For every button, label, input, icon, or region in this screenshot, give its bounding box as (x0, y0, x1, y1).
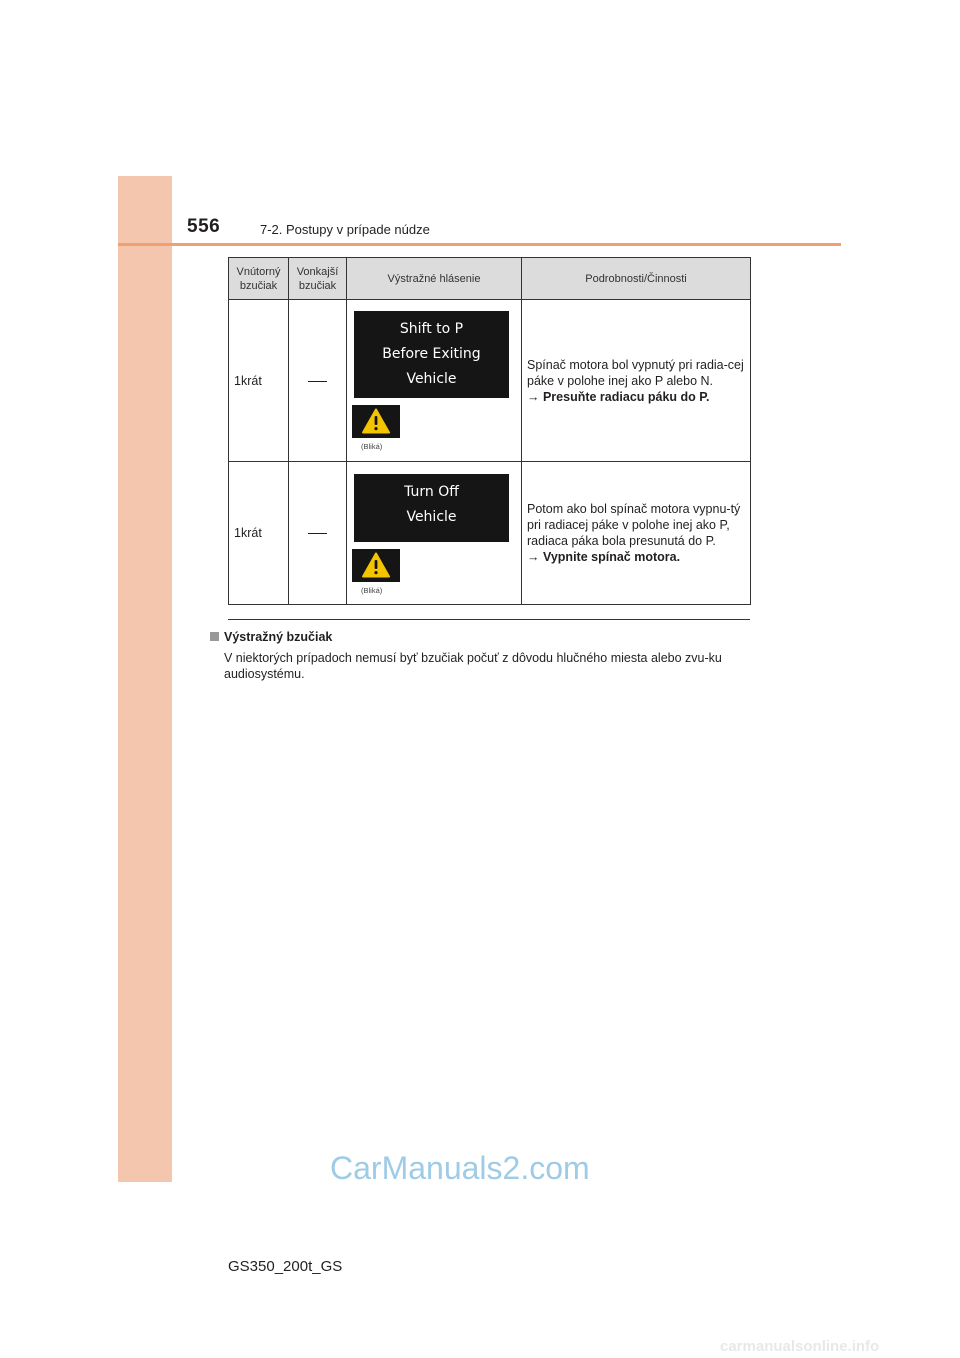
message-line: Vehicle (406, 509, 457, 525)
col-internal-buzzer: Vnútorný bzučiak (229, 258, 289, 300)
watermark: CarManuals2.com (330, 1150, 590, 1186)
note-title: Výstražný bzučiak (224, 630, 333, 644)
col-details: Podrobnosti/Činnosti (522, 258, 751, 300)
action-text: → Presuňte radiacu páku do P. (527, 389, 710, 404)
warning-triangle-icon (362, 408, 390, 434)
warning-message-cell (347, 300, 522, 462)
note-body: V niektorých prípadoch nemusí byť bzučiak počuť z dôvodu hlučného miesta alebo zvu-ku audiosystému. (224, 651, 722, 681)
table-row (229, 300, 751, 462)
details-text: Potom ako bol spínač motora vypnu-tý pri radiacej páke v polohe inej ako P, radiaca páka bola presunutá do P. (527, 502, 741, 548)
warning-table (228, 257, 751, 605)
message-line: Vehicle (406, 371, 457, 387)
col-warning-message: Výstražné hlásenie (347, 258, 522, 300)
square-bullet-icon (210, 632, 219, 641)
warning-message-display (354, 474, 509, 542)
internal-buzzer-count: 1krát (229, 462, 289, 605)
message-line: Shift to P (399, 321, 464, 337)
details-cell (522, 300, 751, 462)
internal-buzzer-count: 1krát (229, 300, 289, 462)
warning-light-tile (352, 405, 400, 438)
warning-message-cell (347, 462, 522, 605)
external-buzzer-none (289, 300, 347, 462)
details-text: Spínač motora bol vypnutý pri radia-cej páke v polohe inej ako P alebo N. (527, 357, 744, 388)
section-title: 7-2. Postupy v prípade núdze (260, 222, 430, 237)
page-number: 556 (187, 216, 221, 237)
table-row (229, 462, 751, 605)
model-code: GS350_200t_GS (228, 1258, 343, 1275)
external-buzzer-none (289, 462, 347, 605)
details-cell (522, 462, 751, 605)
side-color-band (118, 176, 172, 1182)
table-header-row (229, 258, 751, 300)
message-line: Turn Off (404, 484, 459, 500)
warning-triangle-icon (362, 552, 390, 578)
warning-message-display (354, 311, 509, 398)
section-divider (228, 619, 750, 620)
col-external-buzzer: Vonkajší bzučiak (289, 258, 347, 300)
blink-label: (Bliká) (361, 586, 383, 595)
note-heading (210, 630, 332, 644)
action-text: → Vypnite spínač motora. (527, 550, 681, 564)
site-watermark: carmanualsonline.info (720, 1338, 880, 1355)
warning-light-tile (352, 549, 400, 582)
message-line: Before Exiting (382, 346, 481, 362)
header-rule (118, 243, 841, 246)
blink-label: (Bliká) (361, 442, 383, 451)
